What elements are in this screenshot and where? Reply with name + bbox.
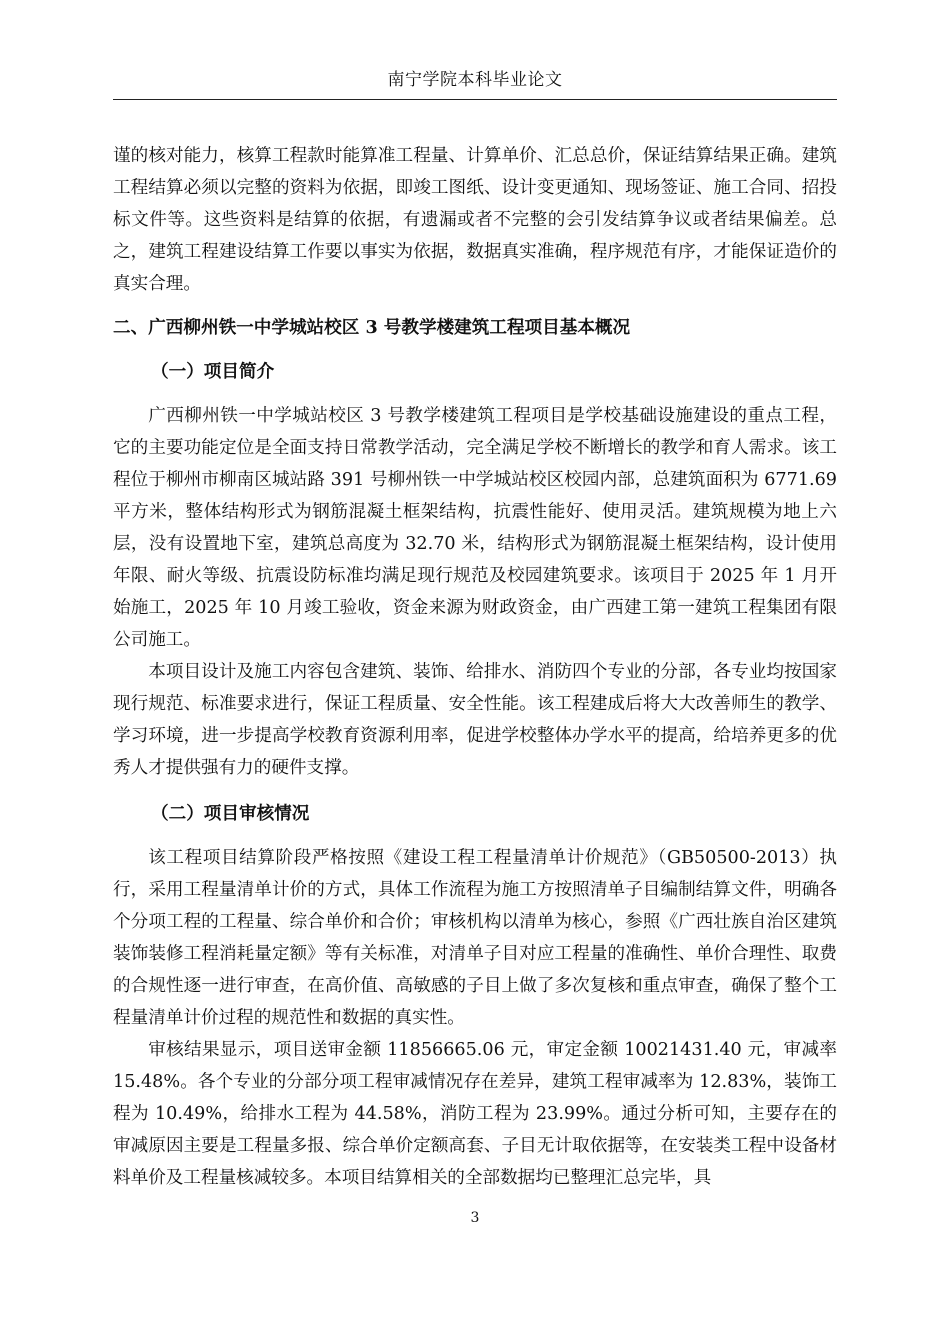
paragraph-review-1: 该工程项目结算阶段严格按照《建设工程工程量清单计价规范》（GB50500-2013）执行，采用工程量清单计价的方式，具体工作流程为施工方按照清单子目编制结算文件，明确各个分项工程的工程量、综合单价和合价；审核机构以清单为核心，参照《广西壮族自治区建筑装饰装修工程消耗量定额》等有关标准，对清单子目对应工程量的准确性、单价合理性、取费的合规性逐一进行审查，在高价值、高敏感的子目上做了多次复核和重点审查，确保了整个工程量清单计价过程的规范性和数据的真实性。 [113, 848, 837, 1028]
paragraph-intro-2: 本项目设计及施工内容包含建筑、装饰、给排水、消防四个专业的分部，各专业均按国家现行规范、标准要求进行，保证工程质量、安全性能。该工程建成后将大大改善师生的教学、学习环境，进一步提高学校教育资源利用率，促进学校整体办学水平的提高，给培养更多的优秀人才提供强有力的硬件支撑。 [113, 662, 837, 778]
subsection-heading-intro: （一）项目简介 [151, 361, 275, 382]
running-header: 南宁学院本科毕业论文 [387, 70, 563, 90]
document-body [113, 140, 837, 1194]
paragraph-review-2: 审核结果显示，项目送审金额 11856665.06 元，审定金额 10021431.40 元，审减率15.48%。各个专业的分部分项工程审减情况存在差异，建筑工程审减率为 12.83%，装饰工程为 10.49%，给排水工程为 44.58%，消防工程为 23.99%。通过分析可知，主要存在的审减原因主要是工程量多报、综合单价定额高套、子目无计取依据等，在安装类工程中设备材料单价及工程量核减较多。本项目结算相关的全部数据均已整理汇总完毕，具 [113, 1040, 837, 1188]
page-number: 3 [470, 1210, 480, 1226]
subsection-heading-review: （二）项目审核情况 [151, 803, 310, 824]
header-divider [113, 99, 837, 100]
paragraph-intro-1: 广西柳州铁一中学城站校区 3 号教学楼建筑工程项目是学校基础设施建设的重点工程，它的主要功能定位是全面支持日常教学活动，完全满足学校不断增长的教学和育人需求。该工程位于柳州市柳南区城站路 391 号柳州铁一中学城站校区校园内部，总建筑面积为 6771.69 平方米，整体结构形式为钢筋混凝土框架结构，抗震性能好、使用灵活。建筑规模为地上六层，没有设置地下室，建筑总高度为 32.70 米，结构形式为钢筋混凝土框架结构，设计使用年限、耐火等级、抗震设防标准均满足现行规范及校园建筑要求。该项目于 2025 年 1 月开始施工，2025 年 10 月竣工验收，资金来源为财政资金，由广西建工第一建筑工程集团有限公司施工。 [113, 406, 837, 650]
section-heading: 二、广西柳州铁一中学城站校区 3 号教学楼建筑工程项目基本概况 [113, 317, 631, 338]
continued-paragraph: 谨的核对能力，核算工程款时能算准工程量、计算单价、汇总总价，保证结算结果正确。建筑工程结算必须以完整的资料为依据，即竣工图纸、设计变更通知、现场签证、施工合同、招投标文件等。这些资料是结算的依据，有遗漏或者不完整的会引发结算争议或者结果偏差。总之，建筑工程建设结算工作要以事实为依据，数据真实准确，程序规范有序，才能保证造价的真实合理。 [113, 146, 837, 294]
